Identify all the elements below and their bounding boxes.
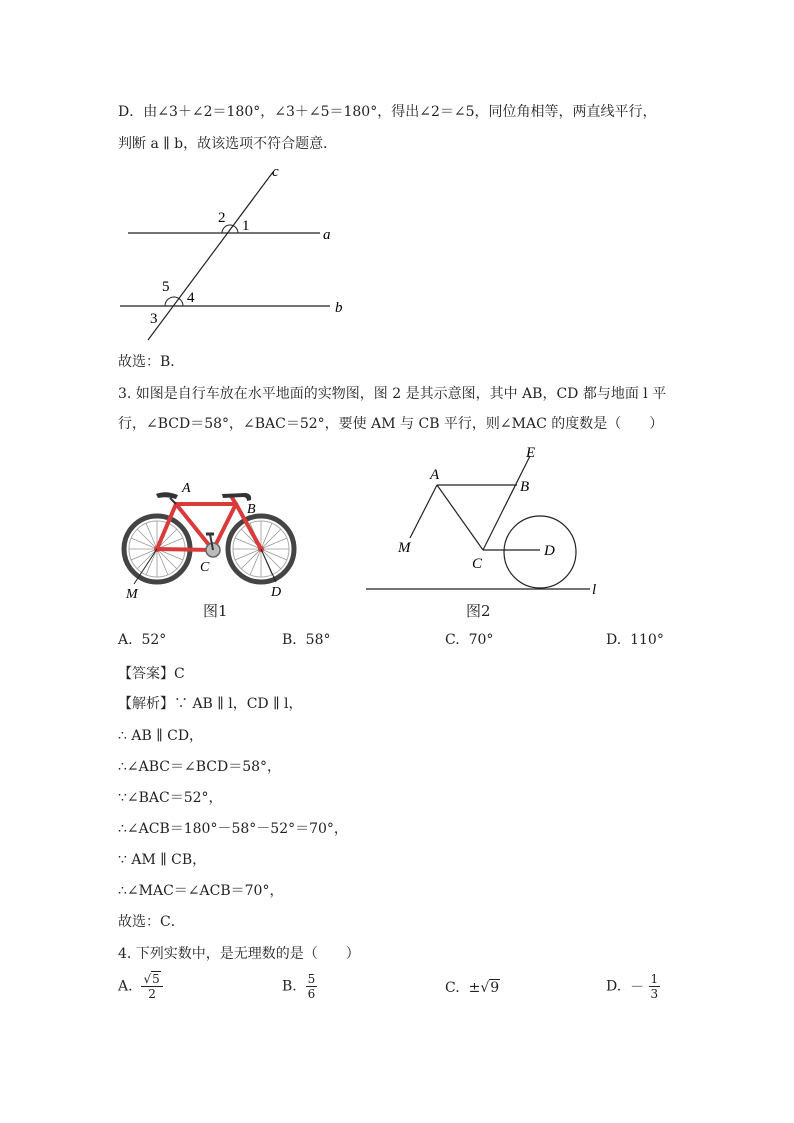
radicand: 9 — [490, 980, 500, 996]
q3-answer: 【答案】C — [118, 666, 185, 682]
label-2: 2 — [218, 210, 226, 226]
q4-stem: 4. 下列实数中，是无理数的是（ ） — [118, 946, 360, 962]
q3-stem-line2: 行，∠BCD＝58°，∠BAC＝52°，要使 AM 与 CB 平行，则∠MAC 的度数是（ ） — [118, 416, 664, 432]
fig1-label-c: C — [200, 560, 210, 575]
handlebar-icon — [222, 493, 251, 501]
bicycle-frame — [157, 496, 261, 550]
q4-option-c[interactable]: C. ±√9 — [445, 980, 500, 996]
denominator: 6 — [307, 987, 316, 1001]
fig1-caption: 图1 — [203, 602, 228, 620]
option-text: 70° — [468, 632, 494, 648]
option-letter: B. — [282, 632, 297, 648]
fig1-label-d: D — [271, 585, 282, 600]
q3-analysis-line-8: 故选：C． — [118, 914, 185, 930]
fig1-label-a: A — [182, 481, 191, 496]
fig2-label-m: M — [398, 540, 411, 556]
q4-option-d[interactable] — [606, 972, 660, 1001]
q3-option-c[interactable] — [445, 632, 493, 648]
label-c: c — [272, 164, 279, 180]
option-text: 58° — [305, 632, 331, 648]
q3-analysis-line-7: ∴∠MAC＝∠ACB＝70°， — [118, 883, 284, 899]
segment-am — [410, 485, 437, 538]
fig1-label-m: M — [126, 587, 138, 602]
bicycle-figure — [118, 474, 303, 604]
segment-ce — [483, 456, 530, 550]
q2-option-d-line1: D．由∠3＋∠2＝180°，∠3＋∠5＝180°，得出∠2＝∠5，同位角相等，两直线平行， — [118, 104, 657, 120]
q3-option-b[interactable] — [282, 632, 330, 648]
label-b: b — [335, 300, 343, 316]
q3-analysis-line-6: ∵ AM ∥ CB， — [118, 852, 207, 868]
sign: ± — [468, 980, 481, 996]
sign: － — [630, 979, 645, 996]
fraction: $\frac{√5}{2}$ — [141, 972, 162, 1001]
parallel-lines-figure — [110, 160, 370, 350]
fig1-label-b: B — [247, 502, 256, 517]
label-5: 5 — [162, 279, 170, 295]
q3-analysis-line-5: ∴∠ACB＝180°－58°－52°＝70°， — [118, 821, 348, 837]
option-letter: D. — [606, 632, 622, 648]
option-text: 110° — [630, 632, 664, 648]
radicand: 5 — [152, 972, 160, 986]
numerator: 5 — [307, 972, 316, 986]
q3-option-a[interactable] — [118, 632, 166, 648]
line-c — [148, 172, 273, 340]
option-letter: A. — [118, 978, 133, 995]
label-3: 3 — [150, 311, 158, 327]
fraction — [649, 972, 661, 1001]
option-letter: C. — [445, 980, 460, 996]
wheel-circle — [504, 516, 576, 588]
q4-option-b[interactable] — [282, 972, 317, 1001]
option-text: 52° — [141, 632, 167, 648]
q3-analysis-line-1: 【解析】∵ AB ∥ l，CD ∥ l， — [118, 696, 303, 712]
option-letter: B. — [282, 978, 297, 995]
fraction — [306, 972, 318, 1001]
fig2-label-l: l — [592, 582, 597, 598]
schematic-figure — [360, 440, 610, 605]
q3-analysis-line-3: ∴∠ABC＝∠BCD＝58°， — [118, 759, 282, 775]
q4-option-a[interactable] — [118, 972, 163, 1001]
option-letter: C. — [445, 632, 460, 648]
q3-stem-line1: 3. 如图是自行车放在水平地面的实物图，图 2 是其示意图，其中 AB，CD 都与地面 l 平 — [118, 386, 667, 402]
denominator: 2 — [148, 987, 156, 1001]
denominator: 3 — [650, 987, 659, 1001]
fig2-label-d: D — [544, 543, 555, 559]
label-1: 1 — [242, 218, 250, 234]
fig2-caption: 图2 — [466, 602, 491, 620]
q3-analysis-line-4: ∵∠BAC＝52°， — [118, 790, 223, 806]
label-a: a — [323, 227, 331, 243]
seat-icon — [156, 492, 178, 499]
label-4: 4 — [187, 290, 195, 306]
option-letter: D. — [606, 978, 622, 995]
q3-analysis-line-2: ∴ AB ∥ CD， — [118, 728, 204, 744]
option-letter: A. — [118, 632, 133, 648]
segment-ac — [437, 485, 483, 550]
fig2-label-e: E — [526, 445, 536, 461]
numerator: 1 — [650, 972, 659, 986]
fig2-label-c: C — [472, 556, 483, 572]
q2-answer: 故选：B． — [118, 354, 185, 370]
fig2-label-b: B — [520, 479, 530, 495]
fig2-label-a: A — [430, 467, 440, 483]
q2-option-d-line2: 判断 a ∥ b，故该选项不符合题意． — [118, 136, 338, 152]
q3-option-d[interactable] — [606, 632, 664, 648]
